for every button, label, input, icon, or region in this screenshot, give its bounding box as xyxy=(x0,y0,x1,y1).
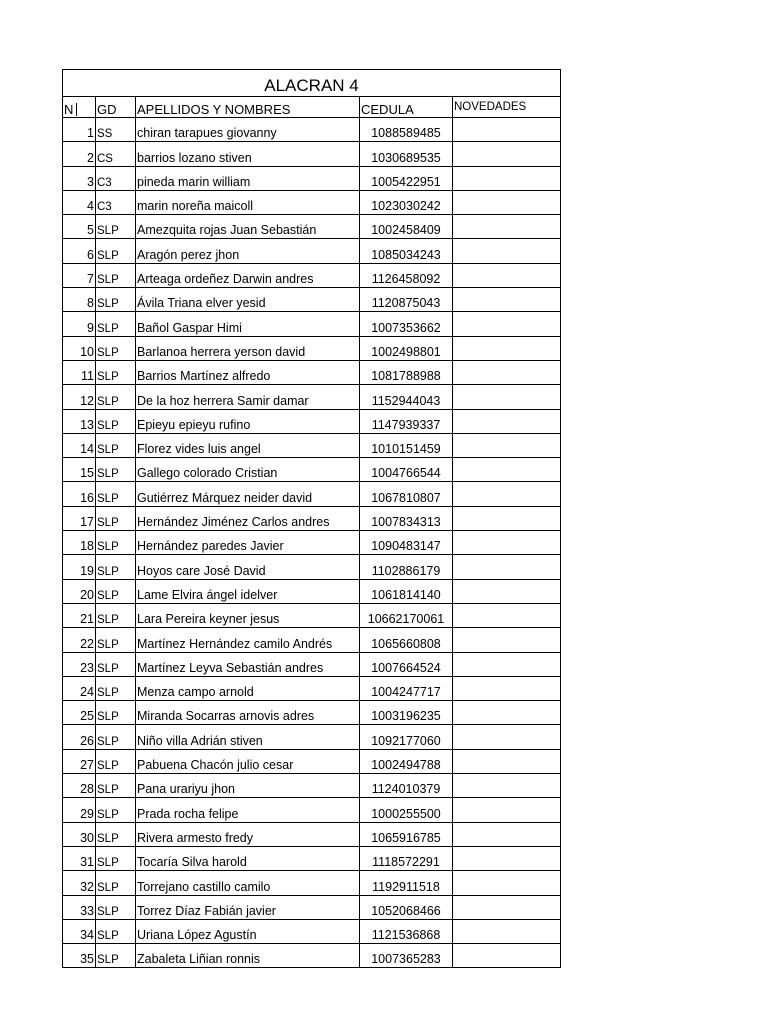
header-n-label: N xyxy=(64,102,74,117)
row-novedades xyxy=(453,166,561,190)
row-name: Tocaría Silva harold xyxy=(136,846,360,870)
row-name: Barrios Martínez alfredo xyxy=(136,360,360,384)
row-cedula: 1092177060 xyxy=(360,725,453,749)
row-rank: SLP xyxy=(96,215,136,239)
table-row xyxy=(63,919,561,943)
table-row xyxy=(63,725,561,749)
row-novedades xyxy=(453,603,561,627)
row-novedades xyxy=(453,676,561,700)
row-number: 10 xyxy=(63,336,96,360)
row-name: chiran tarapues giovanny xyxy=(136,118,360,142)
table-row xyxy=(63,652,561,676)
row-novedades xyxy=(453,190,561,214)
row-novedades xyxy=(453,871,561,895)
row-number: 7 xyxy=(63,263,96,287)
table-row xyxy=(63,263,561,287)
row-number: 29 xyxy=(63,798,96,822)
row-name: Epieyu epieyu rufino xyxy=(136,409,360,433)
row-rank: SLP xyxy=(96,919,136,943)
row-novedades xyxy=(453,215,561,239)
row-number: 26 xyxy=(63,725,96,749)
row-rank: CS xyxy=(96,142,136,166)
row-rank: SLP xyxy=(96,336,136,360)
row-name: Prada rocha felipe xyxy=(136,798,360,822)
row-novedades xyxy=(453,749,561,773)
table-row xyxy=(63,482,561,506)
table-row xyxy=(63,433,561,457)
row-number: 27 xyxy=(63,749,96,773)
row-name: Torrejano castillo camilo xyxy=(136,871,360,895)
row-novedades xyxy=(453,774,561,798)
row-rank: SLP xyxy=(96,652,136,676)
row-cedula: 1192911518 xyxy=(360,871,453,895)
row-name: Amezquita rojas Juan Sebastián xyxy=(136,215,360,239)
row-cedula: 1102886179 xyxy=(360,555,453,579)
table-row xyxy=(63,118,561,142)
table-row xyxy=(63,531,561,555)
row-novedades xyxy=(453,555,561,579)
table-row xyxy=(63,409,561,433)
header-novedades: NOVEDADES xyxy=(453,97,561,118)
row-number: 4 xyxy=(63,190,96,214)
table-row xyxy=(63,798,561,822)
row-cedula: 1118572291 xyxy=(360,846,453,870)
row-novedades xyxy=(453,701,561,725)
row-number: 2 xyxy=(63,142,96,166)
table-row xyxy=(63,288,561,312)
row-rank: SLP xyxy=(96,798,136,822)
row-number: 17 xyxy=(63,506,96,530)
row-number: 35 xyxy=(63,944,96,968)
row-rank: SLP xyxy=(96,846,136,870)
row-novedades xyxy=(453,360,561,384)
row-rank: SLP xyxy=(96,506,136,530)
row-name: Rivera armesto fredy xyxy=(136,822,360,846)
row-novedades xyxy=(453,725,561,749)
row-rank: SLP xyxy=(96,239,136,263)
row-novedades xyxy=(453,895,561,919)
row-cedula: 1052068466 xyxy=(360,895,453,919)
table-row xyxy=(63,555,561,579)
row-name: Zabaleta Liñian ronnis xyxy=(136,944,360,968)
row-rank: SLP xyxy=(96,531,136,555)
row-name: Arteaga ordeñez Darwin andres xyxy=(136,263,360,287)
table-row xyxy=(63,774,561,798)
row-rank: SLP xyxy=(96,409,136,433)
header-cedula: CEDULA xyxy=(360,97,453,118)
row-name: Ávila Triana elver yesid xyxy=(136,288,360,312)
row-name: Hernández paredes Javier xyxy=(136,531,360,555)
row-novedades xyxy=(453,822,561,846)
row-rank: SLP xyxy=(96,701,136,725)
row-name: Hernández Jiménez Carlos andres xyxy=(136,506,360,530)
table-row xyxy=(63,603,561,627)
row-number: 21 xyxy=(63,603,96,627)
row-number: 3 xyxy=(63,166,96,190)
sheet-title: ALACRAN 4 xyxy=(63,70,561,97)
row-rank: SLP xyxy=(96,385,136,409)
row-rank: SLP xyxy=(96,895,136,919)
table-row xyxy=(63,628,561,652)
row-number: 13 xyxy=(63,409,96,433)
table-row xyxy=(63,676,561,700)
row-novedades xyxy=(453,239,561,263)
row-name: Niño villa Adrián stiven xyxy=(136,725,360,749)
row-novedades xyxy=(453,312,561,336)
row-number: 23 xyxy=(63,652,96,676)
row-cedula: 1030689535 xyxy=(360,142,453,166)
row-cedula: 1147939337 xyxy=(360,409,453,433)
row-number: 11 xyxy=(63,360,96,384)
row-novedades xyxy=(453,263,561,287)
row-novedades xyxy=(453,628,561,652)
table-row xyxy=(63,312,561,336)
row-name: Miranda Socarras arnovis adres xyxy=(136,701,360,725)
row-novedades xyxy=(453,336,561,360)
text-cursor xyxy=(76,103,77,116)
row-cedula: 1004247717 xyxy=(360,676,453,700)
row-number: 31 xyxy=(63,846,96,870)
table-row xyxy=(63,458,561,482)
row-name: Martínez Leyva Sebastián andres xyxy=(136,652,360,676)
row-rank: SLP xyxy=(96,458,136,482)
table-row xyxy=(63,871,561,895)
row-number: 15 xyxy=(63,458,96,482)
roster-table xyxy=(62,69,561,968)
row-rank: SLP xyxy=(96,725,136,749)
row-novedades xyxy=(453,579,561,603)
row-number: 25 xyxy=(63,701,96,725)
row-cedula: 1152944043 xyxy=(360,385,453,409)
row-name: Menza campo arnold xyxy=(136,676,360,700)
row-name: Gutiérrez Márquez neider david xyxy=(136,482,360,506)
row-cedula: 1065660808 xyxy=(360,628,453,652)
row-cedula: 1002494788 xyxy=(360,749,453,773)
row-name: Torrez Díaz Fabián javier xyxy=(136,895,360,919)
row-number: 1 xyxy=(63,118,96,142)
row-cedula: 1067810807 xyxy=(360,482,453,506)
row-rank: SLP xyxy=(96,482,136,506)
row-name: Lara Pereira keyner jesus xyxy=(136,603,360,627)
header-n xyxy=(63,97,96,118)
header-gd: GD xyxy=(96,97,136,118)
row-novedades xyxy=(453,798,561,822)
table-row xyxy=(63,336,561,360)
row-novedades xyxy=(453,409,561,433)
row-name: Hoyos care José David xyxy=(136,555,360,579)
row-number: 22 xyxy=(63,628,96,652)
title-row xyxy=(63,70,561,97)
row-number: 24 xyxy=(63,676,96,700)
row-cedula: 1000255500 xyxy=(360,798,453,822)
row-number: 14 xyxy=(63,433,96,457)
row-number: 20 xyxy=(63,579,96,603)
row-cedula: 1090483147 xyxy=(360,531,453,555)
row-novedades xyxy=(453,531,561,555)
row-name: Pabuena Chacón julio cesar xyxy=(136,749,360,773)
row-number: 8 xyxy=(63,288,96,312)
row-rank: C3 xyxy=(96,166,136,190)
row-name: Uriana López Agustín xyxy=(136,919,360,943)
table-row xyxy=(63,944,561,968)
row-name: marin noreña maicoll xyxy=(136,190,360,214)
row-novedades xyxy=(453,944,561,968)
row-cedula: 1121536868 xyxy=(360,919,453,943)
row-number: 28 xyxy=(63,774,96,798)
row-name: Aragón perez jhon xyxy=(136,239,360,263)
roster-body xyxy=(63,70,561,968)
row-novedades xyxy=(453,846,561,870)
row-rank: SLP xyxy=(96,360,136,384)
row-number: 30 xyxy=(63,822,96,846)
row-cedula: 1124010379 xyxy=(360,774,453,798)
row-cedula: 1085034243 xyxy=(360,239,453,263)
row-cedula: 1002498801 xyxy=(360,336,453,360)
row-rank: SLP xyxy=(96,774,136,798)
row-novedades xyxy=(453,458,561,482)
row-number: 19 xyxy=(63,555,96,579)
row-novedades xyxy=(453,118,561,142)
row-cedula: 1004766544 xyxy=(360,458,453,482)
row-name: Martínez Hernández camilo Andrés xyxy=(136,628,360,652)
row-rank: SLP xyxy=(96,871,136,895)
row-novedades xyxy=(453,385,561,409)
row-novedades xyxy=(453,506,561,530)
row-name: Bañol Gaspar Himi xyxy=(136,312,360,336)
row-rank: SLP xyxy=(96,749,136,773)
row-novedades xyxy=(453,652,561,676)
row-cedula: 1065916785 xyxy=(360,822,453,846)
row-cedula: 1126458092 xyxy=(360,263,453,287)
row-cedula: 1007664524 xyxy=(360,652,453,676)
table-row xyxy=(63,506,561,530)
row-rank: SLP xyxy=(96,579,136,603)
row-cedula: 1007834313 xyxy=(360,506,453,530)
row-rank: SLP xyxy=(96,263,136,287)
row-number: 6 xyxy=(63,239,96,263)
header-name: APELLIDOS Y NOMBRES xyxy=(136,97,360,118)
table-row xyxy=(63,215,561,239)
row-name: barrios lozano stiven xyxy=(136,142,360,166)
table-row xyxy=(63,166,561,190)
row-cedula: 1007365283 xyxy=(360,944,453,968)
table-row xyxy=(63,142,561,166)
row-cedula: 1007353662 xyxy=(360,312,453,336)
row-cedula: 1081788988 xyxy=(360,360,453,384)
table-row xyxy=(63,385,561,409)
row-rank: C3 xyxy=(96,190,136,214)
table-row xyxy=(63,190,561,214)
row-name: Pana urariyu jhon xyxy=(136,774,360,798)
row-cedula: 1003196235 xyxy=(360,701,453,725)
row-number: 5 xyxy=(63,215,96,239)
table-row xyxy=(63,360,561,384)
row-number: 16 xyxy=(63,482,96,506)
row-cedula: 1005422951 xyxy=(360,166,453,190)
row-name: Gallego colorado Cristian xyxy=(136,458,360,482)
row-number: 18 xyxy=(63,531,96,555)
row-novedades xyxy=(453,288,561,312)
row-rank: SLP xyxy=(96,628,136,652)
row-rank: SLP xyxy=(96,603,136,627)
row-number: 9 xyxy=(63,312,96,336)
row-rank: SLP xyxy=(96,676,136,700)
row-rank: SLP xyxy=(96,555,136,579)
row-cedula: 1023030242 xyxy=(360,190,453,214)
table-row xyxy=(63,846,561,870)
row-rank: SLP xyxy=(96,822,136,846)
table-row xyxy=(63,895,561,919)
row-name: Lame Elvira ángel idelver xyxy=(136,579,360,603)
row-number: 32 xyxy=(63,871,96,895)
table-row xyxy=(63,749,561,773)
row-name: pineda marin william xyxy=(136,166,360,190)
row-number: 34 xyxy=(63,919,96,943)
row-cedula: 1088589485 xyxy=(360,118,453,142)
row-name: Barlanoa herrera yerson david xyxy=(136,336,360,360)
row-rank: SLP xyxy=(96,312,136,336)
row-cedula: 1120875043 xyxy=(360,288,453,312)
row-novedades xyxy=(453,919,561,943)
table-row xyxy=(63,239,561,263)
row-name: De la hoz herrera Samir damar xyxy=(136,385,360,409)
row-rank: SLP xyxy=(96,433,136,457)
row-rank: SS xyxy=(96,118,136,142)
row-name: Florez vides luis angel xyxy=(136,433,360,457)
row-novedades xyxy=(453,482,561,506)
row-rank: SLP xyxy=(96,944,136,968)
header-row xyxy=(63,97,561,118)
row-rank: SLP xyxy=(96,288,136,312)
row-novedades xyxy=(453,142,561,166)
row-cedula: 10662170061 xyxy=(360,603,453,627)
row-cedula: 1061814140 xyxy=(360,579,453,603)
table-row xyxy=(63,822,561,846)
row-number: 33 xyxy=(63,895,96,919)
row-cedula: 1010151459 xyxy=(360,433,453,457)
row-novedades xyxy=(453,433,561,457)
table-row xyxy=(63,701,561,725)
row-cedula: 1002458409 xyxy=(360,215,453,239)
table-row xyxy=(63,579,561,603)
row-number: 12 xyxy=(63,385,96,409)
